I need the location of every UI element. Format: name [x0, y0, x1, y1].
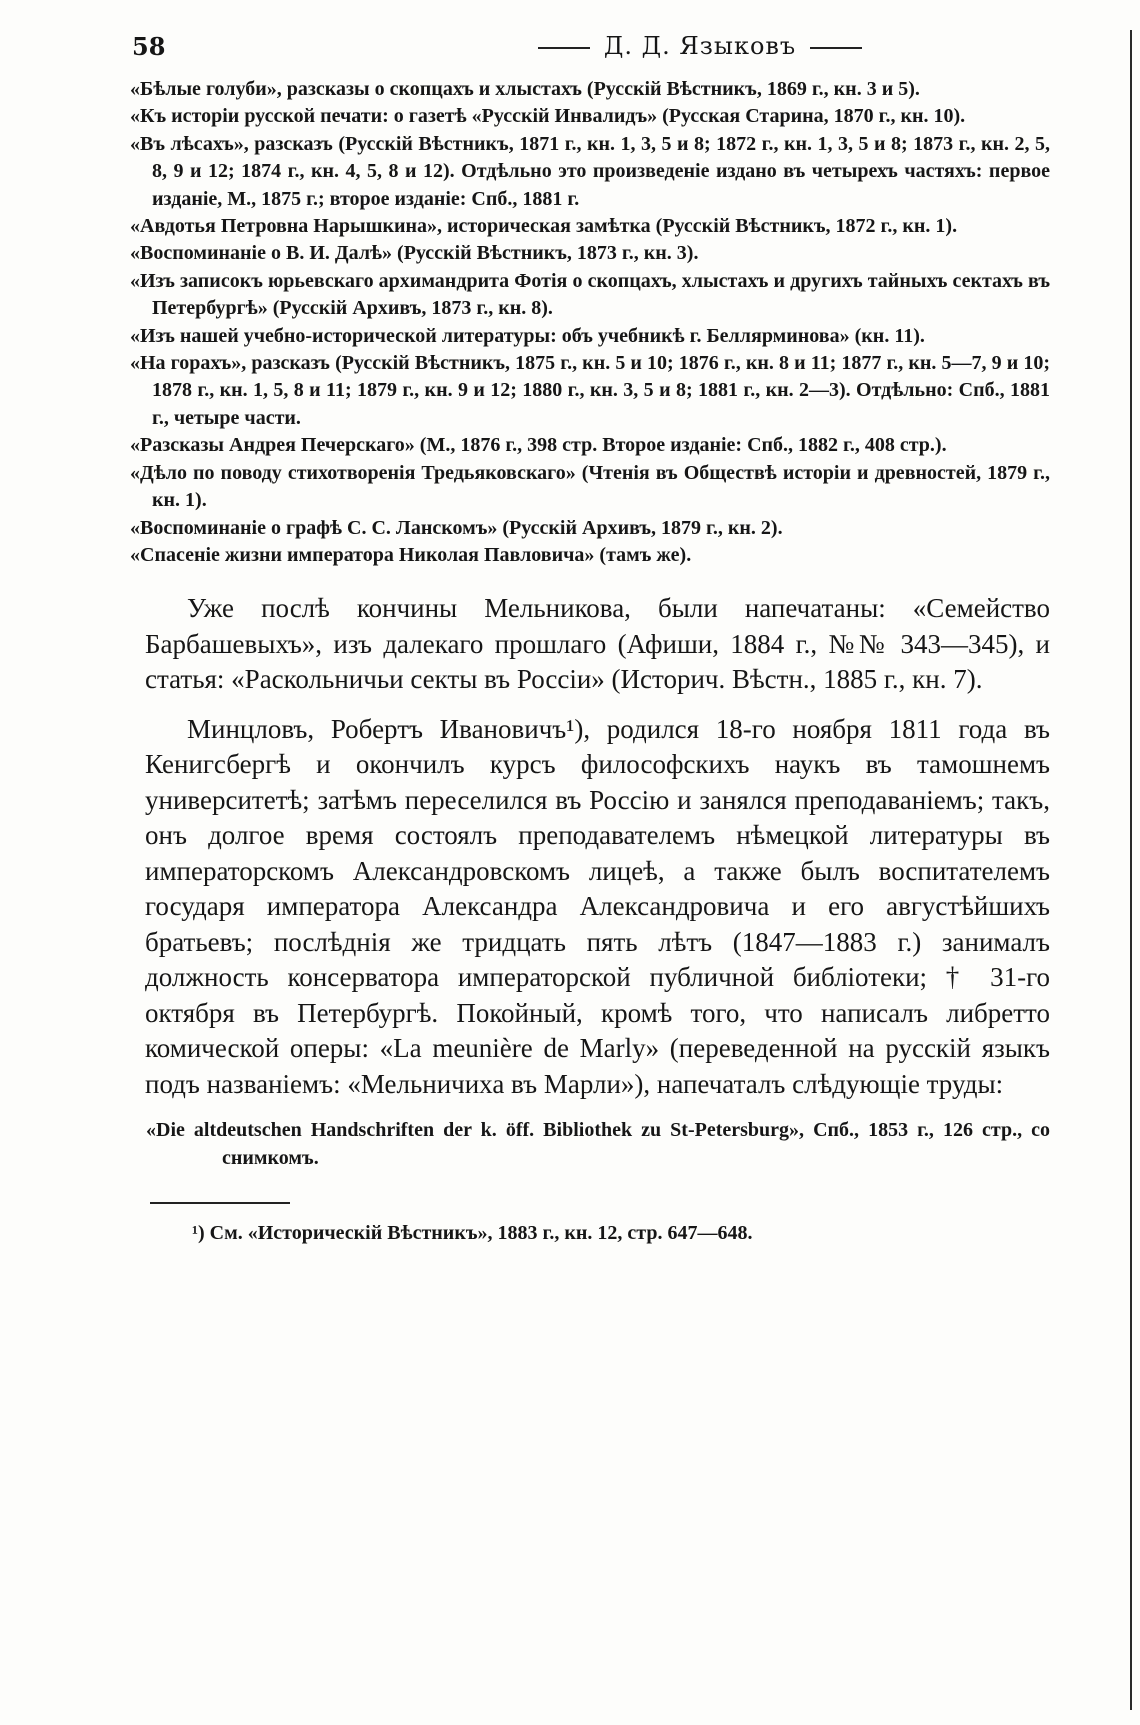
works-list: [146, 1116, 1050, 1172]
bibliography-entry: «На горахъ», разсказъ (Русскій Вѣстникъ, 1875 г., кн. 5 и 10; 1876 г., кн. 8 и 11; 1877 г., кн. 5—7, 9 и 10; 1878 г., кн. 1, 5, 8 и 11; 1879 г., кн. 9 и 12; 1880 г., кн. 3, 5 и 8; 1881 г., кн. 2—3). Отдѣльно: Спб., 1881 г., четыре части.: [130, 352, 1050, 429]
body-paragraph-posthumous: Уже послѣ кончины Мельникова, были напечатаны: «Семейство Барбашевыхъ», изъ далекаго прошлаго (Афиши, 1884 г., №№ 343—345), и статья: «Раскольничьи секты въ Россіи» (Историч. Вѣстн., 1885 г., кн. 7).: [145, 593, 1050, 694]
page-edge-rule: [1130, 30, 1132, 1710]
bibliography-entry: «Къ исторіи русской печати: о газетѣ «Русскій Инвалидъ» (Русская Старина, 1870 г., кн. 10).: [130, 105, 966, 128]
bibliography-entry: «Воспоминаніе о В. И. Далѣ» (Русскій Вѣстникъ, 1873 г., кн. 3).: [130, 242, 699, 265]
bibliography-entry: «Бѣлые голуби», разсказы о скопцахъ и хлыстахъ (Русскій Вѣстникъ, 1869 г., кн. 3 и 5).: [130, 78, 920, 100]
works-entry: «Die altdeutschen Handschriften der k. öff. Bibliothek zu St-Petersburg», Спб., 1853 г., 126 стр., со снимкомъ.: [146, 1119, 1050, 1169]
bibliography-entry: «Спасеніе жизни императора Николая Павловича» (тамъ же).: [130, 543, 692, 566]
bibliography-entry: «Воспоминаніе о графѣ С. С. Ланскомъ» (Русскій Архивъ, 1879 г., кн. 2).: [130, 516, 783, 539]
page-number: 58: [132, 32, 166, 61]
running-head-title: Д. Д. Языковъ: [603, 32, 797, 60]
main-text: [145, 591, 1050, 1102]
bibliography-entry: «Разсказы Андрея Печерскаго» (М., 1876 г., 398 стр. Второе изданіе: Спб., 1882 г., 408 стр.).: [130, 434, 947, 457]
bibliography-list: [130, 76, 1050, 569]
bibliography-entry: «Въ лѣсахъ», разсказъ (Русскій Вѣстникъ, 1871 г., кн. 1, 3, 5 и 8; 1872 г., кн. 1, 3, 5 и 8; 1873 г., кн. 2, 5, 8, 9 и 12; 1874 г., кн. 4, 5, 8 и 12). Отдѣльно это произведеніе издано въ четырехъ частяхъ: первое изданіе, М., 1875 г.; второе изданіе: Спб., 1881 г.: [130, 132, 1050, 210]
footnote-text: См. «Историческій Вѣстникъ», 1883 г., кн. 12, стр. 647—648.: [209, 1222, 753, 1244]
bibliography-entry: «Изъ записокъ юрьевскаго архимандрита Фотія о скопцахъ, хлыстахъ и другихъ тайныхъ сектахъ въ Петербургѣ» (Русскій Архивъ, 1873 г., кн. 8).: [130, 269, 1050, 320]
page-header: [130, 30, 1050, 70]
bibliography-entry: «Дѣло по поводу стихотворенія Тредьяковскаго» (Чтенія въ Обществѣ исторіи и древностей, 1879 г., кн. 1).: [130, 461, 1050, 512]
bibliography-entry: «Авдотья Петровна Нарышкина», историческая замѣтка (Русскій Вѣстникъ, 1872 г., кн. 1).: [130, 215, 958, 238]
running-head: [500, 32, 900, 60]
body-paragraph-mintslov: Минцловъ, Робертъ Ивановичъ¹), родился 18-го ноября 1811 года въ Кенигсбергѣ и окончилъ курсъ философскихъ наукъ въ тамошнемъ университетѣ; затѣмъ переселился въ Россію и занялся преподаваніемъ; такъ, онъ долгое время состоялъ преподавателемъ нѣмецкой литературы въ императорскомъ Александровскомъ лицеѣ, а также былъ воспитателемъ государя императора Александра Александровича и его августѣйшихъ братьевъ; послѣднія же тридцать пять лѣтъ (1847—1883 г.) занималъ должность консерватора императорской публичной библіотеки; † 31-го октября въ Петербургѣ. Покойный, кромѣ того, что написалъ либретто комической оперы: «La meunière de Marly» (переведенной на русскій языкъ подъ названіемъ: «Мельничиха въ Марли»), напечаталъ слѣдующіе труды:: [145, 713, 1050, 1099]
running-head-dash-left: [538, 47, 590, 49]
footnote-mark: ¹): [192, 1222, 205, 1244]
footnote: [192, 1222, 1032, 1245]
running-head-dash-right: [810, 47, 862, 49]
footnote-rule: [150, 1202, 290, 1204]
bibliography-entry: «Изъ нашей учебно-исторической литературы: объ учебникѣ г. Беллярминова» (кн. 11).: [130, 324, 925, 347]
